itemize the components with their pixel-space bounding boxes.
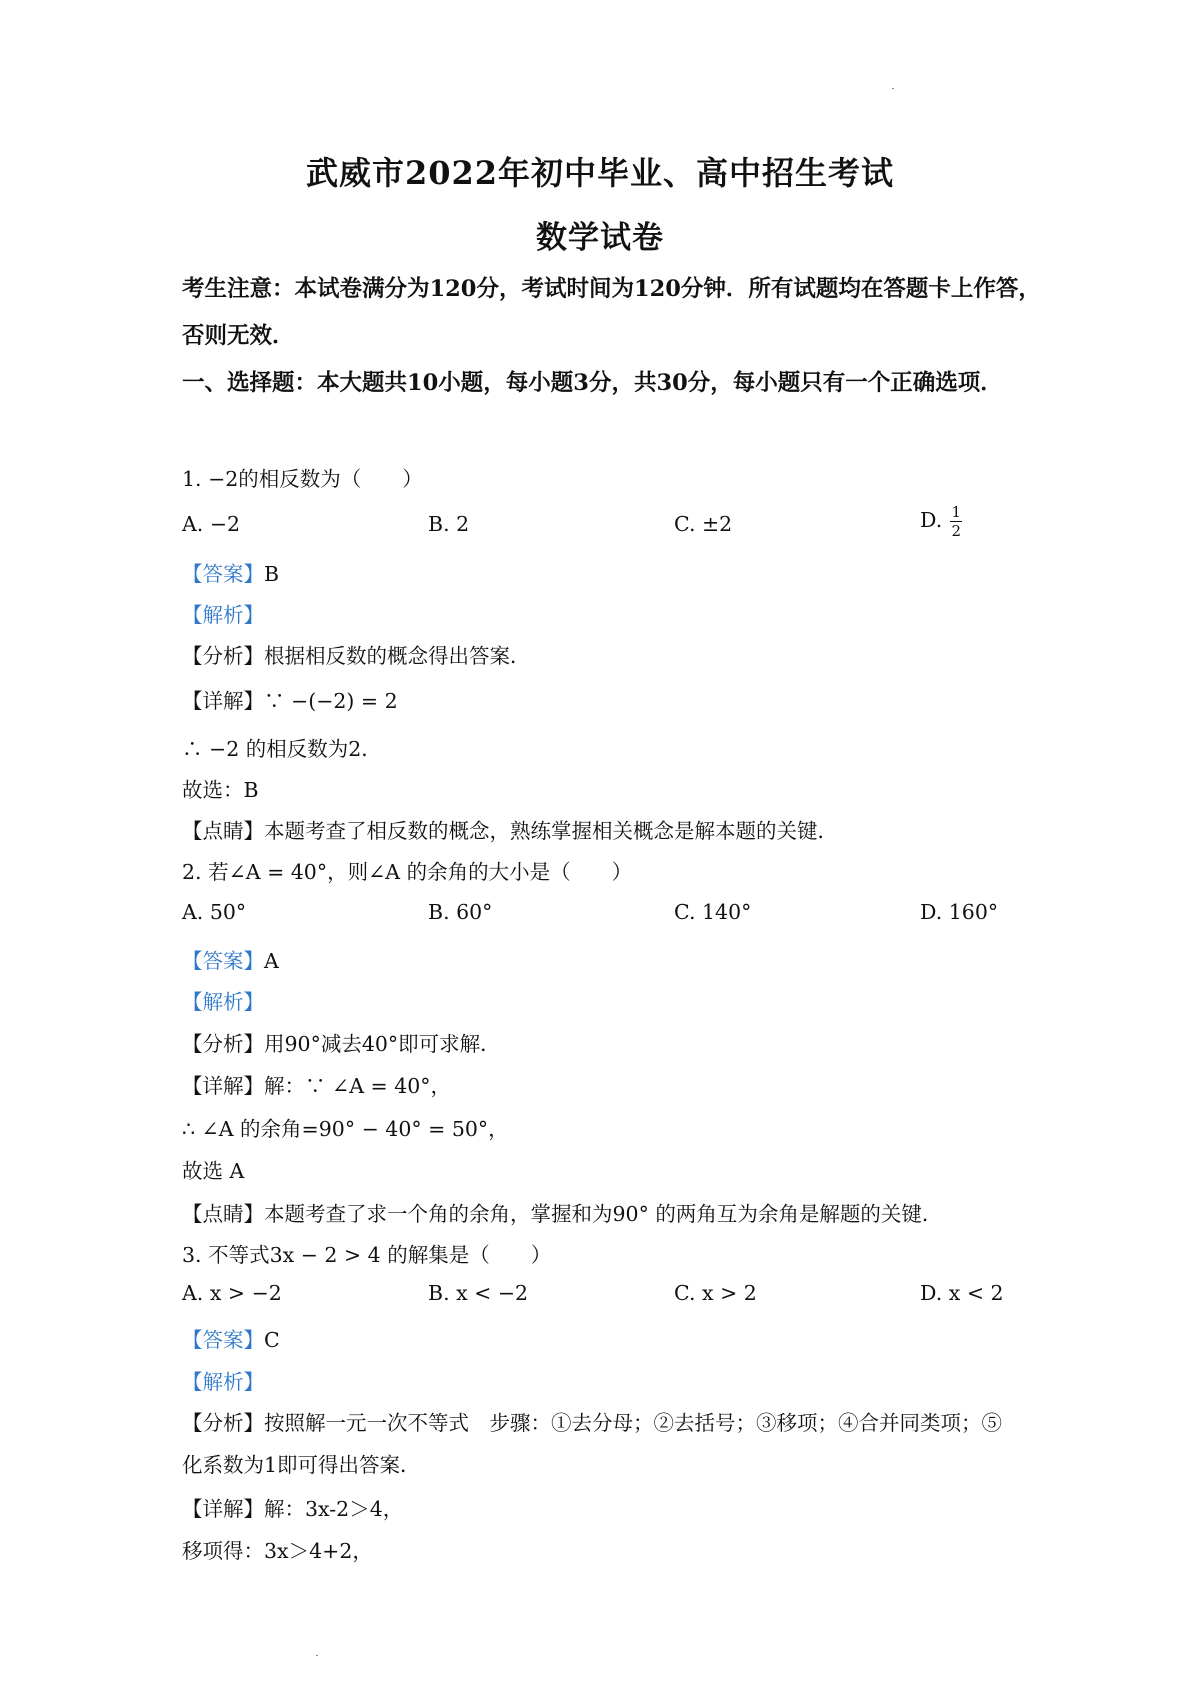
q3-fenxi-continued: 化系数为1即可得出答案． [182, 1453, 421, 1477]
q2-fenxi-text: 用90°减去40°即可求解． [264, 1032, 501, 1056]
q1-fenxi-text: 根据相反数的概念得出答案． [264, 644, 531, 668]
fenxi-label: 【分析】 [182, 1032, 264, 1056]
q3-detail-text: 解：3x-2＞4， [264, 1497, 404, 1521]
detail-label: 【详解】 [182, 689, 264, 713]
q1-conclusion: ∴ −2 的相反数为2． [182, 737, 382, 761]
section-heading: 一、选择题：本大题共10小题，每小题3分，共30分，每小题只有一个正确选项． [182, 370, 1003, 396]
q3-answer [182, 1323, 280, 1353]
fraction-denominator: 2 [951, 522, 961, 540]
q1-fenxi [182, 639, 531, 669]
answer-label: 【答案】 [182, 949, 264, 973]
q2-choice: 故选 A [182, 1159, 245, 1183]
exam-subtitle: 数学试卷 [536, 220, 664, 256]
q1-option-d-label: D. [920, 508, 943, 532]
comment-label: 【点睛】 [182, 819, 264, 843]
q2-analysis-label: 【解析】 [182, 990, 264, 1014]
fraction-numerator: 1 [951, 503, 961, 521]
q1-choice: 故选：B [182, 778, 259, 802]
q3-option-c: C. x > 2 [674, 1281, 757, 1305]
q2-comment [182, 1197, 942, 1227]
q1-comment [182, 814, 838, 844]
q3-fenxi-text-1: 按照解一元一次不等式 步骤：①去分母；②去括号；③移项；④合并同类项；⑤ [264, 1411, 1002, 1435]
q2-option-d: D. 160° [920, 900, 999, 924]
q2-answer-value: A [264, 949, 279, 973]
q2-option-b: B. 60° [428, 900, 493, 924]
q2-detail [182, 1069, 451, 1099]
comment-label: 【点睛】 [182, 1202, 264, 1226]
q2-answer [182, 944, 279, 974]
q1-detail-text: ∵ −(−2) = 2 [264, 689, 398, 713]
q2-option-c: C. 140° [674, 900, 752, 924]
q1-detail [182, 684, 398, 714]
scan-speck [892, 88, 894, 89]
exam-notice: 考生注意：本试卷满分为120分，考试时间为120分钟．所有试题均在答题卡上作答，否则无效． [182, 276, 1041, 349]
detail-label: 【详解】 [182, 1497, 264, 1521]
q1-option-b: B. 2 [428, 512, 470, 536]
answer-label: 【答案】 [182, 562, 264, 586]
q1-answer [182, 557, 279, 587]
q2-detail-text: 解：∵ ∠A = 40°， [264, 1074, 452, 1098]
q2-stem: 2. 若∠A = 40°，则∠A 的余角的大小是（ ） [182, 860, 633, 884]
scan-speck [316, 1655, 318, 1656]
q1-answer-value: B [264, 562, 280, 586]
q3-stem: 3. 不等式3x − 2 > 4 的解集是（ ） [182, 1243, 552, 1267]
fenxi-label: 【分析】 [182, 644, 264, 668]
q1-option-d-fraction [950, 504, 962, 539]
q1-analysis-label: 【解析】 [182, 603, 264, 627]
q3-detail [182, 1492, 403, 1522]
q2-option-a: A. 50° [182, 900, 247, 924]
q3-option-a: A. x > −2 [182, 1281, 282, 1305]
fenxi-label: 【分析】 [182, 1411, 264, 1435]
detail-label: 【详解】 [182, 1074, 264, 1098]
q2-fenxi [182, 1027, 501, 1057]
q3-option-d: D. x < 2 [920, 1281, 1004, 1305]
q1-option-a: A. −2 [182, 512, 241, 536]
answer-label: 【答案】 [182, 1328, 264, 1352]
q3-fenxi [182, 1406, 1002, 1436]
q3-option-b: B. x < −2 [428, 1281, 529, 1305]
exam-title: 武威市2022年初中毕业、高中招生考试 [305, 154, 895, 192]
q2-conclusion: ∴ ∠A 的余角=90° − 40° = 50°， [182, 1117, 509, 1141]
q3-analysis-label: 【解析】 [182, 1370, 264, 1394]
q1-option-c: C. ±2 [674, 512, 733, 536]
q3-answer-value: C [264, 1328, 280, 1352]
q2-comment-text: 本题考查了求一个角的余角，掌握和为90° 的两角互为余角是解题的关键． [264, 1202, 943, 1226]
q1-comment-text: 本题考查了相反数的概念，熟练掌握相关概念是解本题的关键． [264, 819, 838, 843]
q3-step-1: 移项得：3x＞4+2， [182, 1539, 373, 1563]
q1-stem: 1. −2的相反数为（ ） [182, 467, 423, 491]
q1-option-d [920, 504, 962, 539]
